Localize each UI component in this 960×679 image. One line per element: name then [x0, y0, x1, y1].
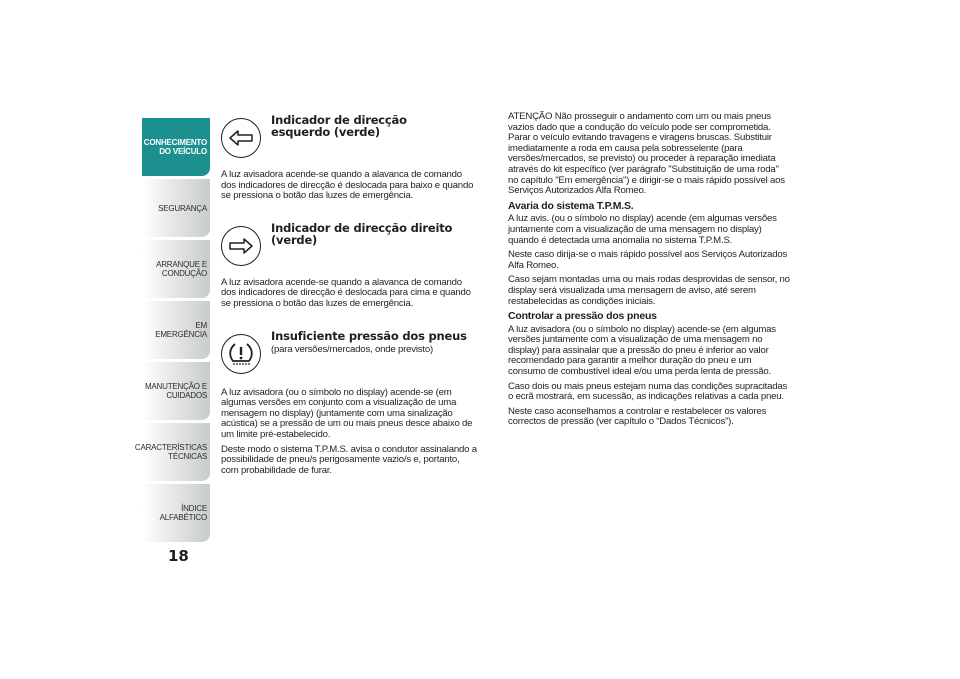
tab-conhecimento-do-veiculo[interactable]: CONHECIMENTO DO VEÍCULO	[142, 118, 210, 176]
check-pressure-text-2: Caso dois ou mais pneus estejam numa das condições supracitadas o ecrã mostrará, em sucessão, as indicações relativas a cada pneu.	[508, 380, 788, 403]
arrow-right-icon	[221, 226, 261, 266]
arrow-left-icon	[221, 118, 261, 158]
tpms-fault-text-2: Neste caso dirija-se o mais rápido possível aos Serviços Autorizados Alfa Romeo.	[508, 249, 788, 271]
tab-indice-alfabetico[interactable]: ÍNDICE ALFABÉTICO	[142, 484, 210, 542]
indicator-left-heading	[221, 114, 479, 158]
tab-seguranca[interactable]: SEGURANÇA	[142, 179, 210, 237]
indicator-left-text: A luz avisadora acende-se quando a alavanca de comando dos indicadores de direcção é deslocada para baixo e quando se pressiona o botão das luzes de emergência.	[221, 169, 474, 202]
tpms-fault-text-1: A luz avis. (ou o símbolo no display) acende (em algumas versões juntamente com a visualização de uma mensagem no display) quando é detectada uma anomalia no sistema T.P.M.S.	[508, 213, 777, 246]
page-number: 18	[168, 547, 189, 565]
indicator-right-title: Indicador de direcção direito (verde)	[271, 220, 453, 247]
warning-paragraph: ATENÇÃO Não prosseguir o andamento com um ou mais pneus vazios dado que a condução do veículo pode ser comprometida. Parar o veículo evitando travagens e viragens bruscas. Substituir imediatamente a roda em causa pela sobresselente (para versões/mercados, se previsto) ou proceder à reparação imediata através do kit específico (ver parágrafo "Substituição de uma roda" no capítulo "Em emergência") e dirigir-se o mais rápido possível aos Serviços Autorizados Alfa Romeo.	[508, 111, 785, 197]
check-pressure-text-3: Neste caso aconselhamos a controlar e restabelecer os valores correctos de pressão (ver capítulo o “Dados Técnicos”).	[508, 405, 767, 428]
check-pressure-text-1: A luz avisadora (ou o símbolo no display) acende-se (em algumas versões juntamente com a visualização de uma mensagem no display) para assinalar que a pressão do pneu é inferior ao valor recomendado para garantir a melhor duração do pneu e um consumo de combustível ideal e/ou uma perda lenta de pressão.	[508, 323, 776, 378]
indicator-right-text: A luz avisadora acende-se quando a alavanca de comando dos indicadores de direcção é deslocada para cima e quando se pressiona o botão das luzes de emergência.	[221, 276, 471, 309]
tab-caracteristicas-tecnicas[interactable]: CARACTERÍSTICAS TÉCNICAS	[142, 423, 210, 481]
tpms-fault-text-3: Caso sejam montadas uma ou mais rodas desprovidas de sensor, no display será visualizada uma mensagem de aviso, até serem restabelecidas as condições iniciais.	[508, 274, 790, 307]
tpms-fault-heading: Avaria do sistema T.P.M.S.	[508, 199, 634, 212]
tyre-pressure-title: Insuficiente pressão dos pneus	[271, 328, 467, 343]
tyre-pressure-heading	[221, 330, 479, 374]
tyre-pressure-icon	[221, 334, 261, 374]
section-sidebar	[134, 118, 210, 545]
right-column	[508, 112, 790, 432]
tab-em-emergencia[interactable]: EM EMERGÊNCIA	[142, 301, 210, 359]
tab-arranque-e-conducao[interactable]: ARRANQUE E CONDUÇÃO	[142, 240, 210, 298]
left-column	[221, 114, 479, 480]
tab-manutencao-e-cuidados[interactable]: MANUTENÇÃO E CUIDADOS	[142, 362, 210, 420]
indicator-right-heading	[221, 222, 479, 266]
tyre-pressure-text-2: Deste modo o sistema T.P.M.S. avisa o condutor assinalando a possibilidade de pneu/s perigosamente vazio/s e, portanto, com probabilidade de furar.	[221, 443, 477, 476]
check-pressure-heading: Controlar a pressão dos pneus	[508, 310, 657, 323]
tyre-pressure-text-1: A luz avisadora (ou o símbolo no display) acende-se (em algumas versões em conjunto com a visualização de uma mensagem no display) (juntamente com uma sinalização acústica) se a pressão de um ou mais pneus desce abaixo de um limite pré-estabelecido.	[221, 386, 473, 440]
tyre-pressure-subtitle: (para versões/mercados, onde previsto)	[271, 343, 433, 355]
indicator-left-title: Indicador de direcção esquerdo (verde)	[271, 113, 407, 139]
